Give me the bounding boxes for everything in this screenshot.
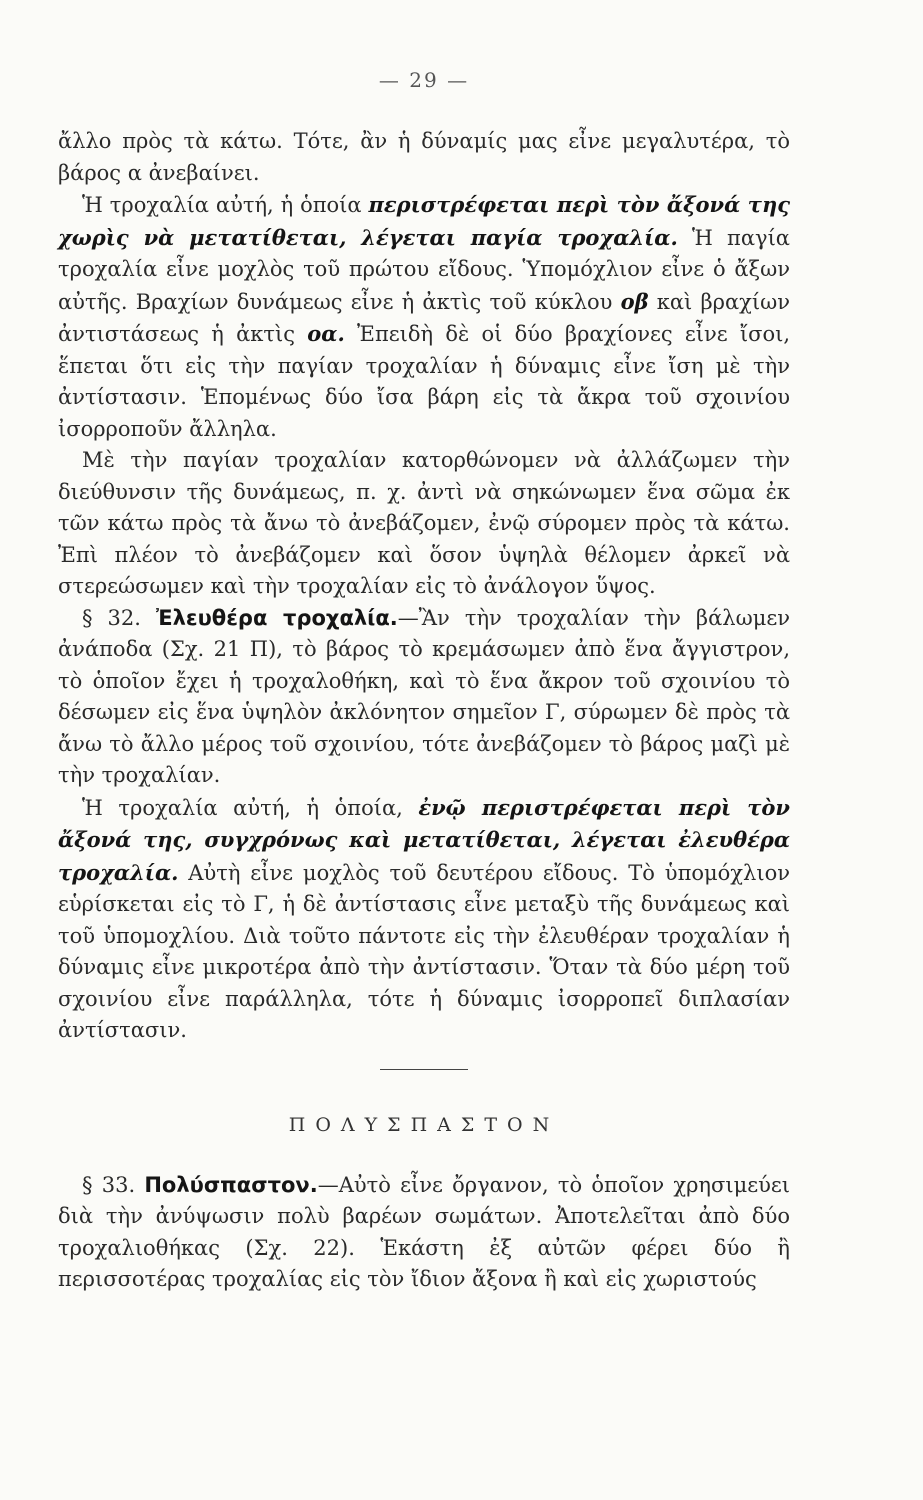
text-run: Ἡ τροχαλία αὐτή, ἡ ὁποία xyxy=(82,193,369,217)
paragraph-section-32 xyxy=(58,603,790,792)
text-run: —Αὐτὸ εἶνε ὄργανον, τὸ ὁποῖον χρησιμεύει διὰ τὴν ἀνύψωσιν πολὺ βαρέων σωμάτων. Ἀποτελεῖται ἀπὸ δύο τροχαλιοθήκας (Σχ. 22). Ἑκάστη ἐξ αὐτῶν φέρει δύο ἢ περισσοτέρας τροχαλίας εἰς τὸν ἴδιον ἄξονα ἢ καὶ εἰς χωριστούς xyxy=(58,1172,790,1291)
book-page xyxy=(58,68,790,1296)
text-run: —Ἂν τὴν τροχαλίαν τὴν βάλωμεν ἀνάποδα (Σχ. 21 Π), τὸ βάρος τὸ κρεμάσωμεν ἀπὸ ἕνα ἄγγιστρον, τὸ ὁποῖον ἔχει ἡ τροχαλοθήκη, καὶ τὸ ἕνα ἄκρον τοῦ σχοινίου τὸ δέσωμεν εἰς ἕνα ὑψηλὸν ἀκλόνητον σημεῖον Γ, σύρωμεν δὲ πρὸς τὰ ἄνω τὸ ἄλλο μέρος τοῦ σχοινίου, τότε ἀνεβάζομεν τὸ βάρος μαζὶ μὲ τὴν τροχαλίαν. xyxy=(58,605,790,787)
section-divider xyxy=(380,1069,468,1070)
section-heading-free-pulley: Ἐλευθέρα τροχαλία. xyxy=(156,605,398,630)
definition-fixed-pulley: περιστρέφεται περὶ τὸν ἄξονά της χωρὶς νὰ μετατίθεται, λέγεται παγία τροχαλία. xyxy=(58,192,790,250)
paragraph-free-pulley-definition xyxy=(58,792,790,1047)
text-run: Ἐπειδὴ δὲ οἱ δύο βραχίονες εἶνε ἴσοι, ἕπεται ὅτι εἰς τὴν παγίαν τροχαλίαν ἡ δύναμις εἶνε ἴση μὲ τὴν ἀντίστασιν. Ἑπομένως δύο ἴσα βάρη εἰς τὰ ἄκρα τοῦ σχοινίου ἰσορροποῦν ἄλληλα. xyxy=(58,322,790,441)
text-run: καὶ βραχίων ἀντιστάσεως ἡ ἀκτὶς xyxy=(58,289,790,346)
section-number: § 32. xyxy=(82,605,141,630)
symbol-ob: οβ xyxy=(620,288,649,314)
paragraph-section-33 xyxy=(58,1170,790,1296)
text-run: Αὐτὴ εἶνε μοχλὸς τοῦ δευτέρου εἴδους. Τὸ ὑπομόχλιον εὑρίσκεται εἰς τὸ Γ, ἡ δὲ ἀντίστασις εἶνε μεταξὺ τῆς δυνάμεως καὶ τοῦ ὑπομοχλίου. Διὰ τοῦτο πάντοτε εἰς τὴν ἐλευθέραν τροχαλίαν ἡ δύναμις εἶνε μικροτέρα ἀπὸ τὴν ἀντίστασιν. Ὅταν τὰ δύο μέρη τοῦ σχοινίου εἶνε παράλληλα, τότε ἡ δύναμις ἰσορροπεῖ διπλασίαν ἀντίστασιν. xyxy=(58,860,790,1042)
text-run: Ἡ τροχαλία αὐτή, ἡ ὁποία, xyxy=(82,795,419,820)
definition-free-pulley: ἐνῷ περιστρέφεται περὶ τὸν ἄξονά της, συγχρόνως καὶ μετατίθεται, λέγεται ἐλευθέρα τροχαλία. xyxy=(58,794,790,885)
symbol-oa: οα. xyxy=(307,321,345,346)
text-run: Ἡ παγία τροχαλία εἶνε μοχλὸς τοῦ πρώτου εἴδους. Ὑπομόχλιον εἶνε ὁ ἄξων αὐτῆς. Βραχίων δυνάμεως εἶνε ἡ ἀκτὶς τοῦ κύκλου xyxy=(58,225,790,314)
page-number: — 29 — xyxy=(378,68,470,92)
paragraph-fixed-pulley xyxy=(58,189,790,445)
section-heading-polyspaston: Πολύσπαστον. xyxy=(144,1172,318,1197)
paragraph-direction-change: Μὲ τὴν παγίαν τροχαλίαν κατορθώνομεν νὰ ἀλλάζωμεν τὴν διεύθυνσιν τῆς δυνάμεως, π. χ. ἀντὶ νὰ σηκώνωμεν ἕνα σῶμα ἐκ τῶν κάτω πρὸς τὰ ἄνω τὸ ἀνεβάζομεν, ἐνῷ σύρομεν πρὸς τὰ κάτω. Ἐπὶ πλέον τὸ ἀνεβάζομεν καὶ ὅσον ὑψηλὰ θέλομεν ἀρκεῖ νὰ στερεώσωμεν καὶ τὴν τροχαλίαν εἰς τὸ ἀνάλογον ὕψος. xyxy=(58,448,790,598)
section-number: § 33. xyxy=(82,1172,136,1197)
paragraph-continuation: ἄλλο πρὸς τὰ κάτω. Τότε, ἂν ἡ δύναμίς μας εἶνε μεγαλυτέρα, τὸ βάρος α ἀνεβαίνει. xyxy=(58,129,790,185)
section-title: ΠΟΛΥΣΠΑΣΤΟΝ xyxy=(288,1113,560,1136)
